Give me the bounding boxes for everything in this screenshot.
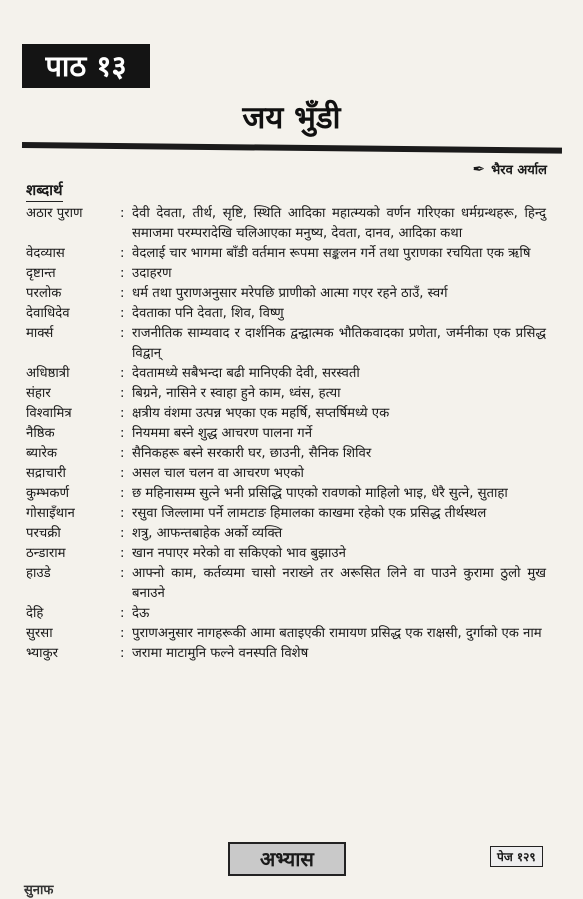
- glossary-row: [26, 284, 546, 304]
- glossary-definition: असल चाल चलन वा आचरण भएको: [132, 466, 304, 481]
- glossary-definition: देवी देवता, तीर्थ, सृष्टि, स्थिति आदिका महात्म्यको वर्णन गरिएका धर्मग्रन्थहरू, हिन्दु समाजमा परम्परादेखि चलिआएका मनुष्य, देवता, दानव, आदिका कथा: [132, 206, 546, 241]
- glossary-separator: :: [120, 446, 125, 461]
- glossary-separator: :: [120, 606, 125, 621]
- glossary-definition: वेदलाई चार भागमा बाँडी वर्तमान रूपमा सङ्कलन गर्ने तथा पुराणका रचयिता एक ऋषि: [132, 246, 531, 261]
- glossary-definition: आफ्नो काम, कर्तव्यमा चासो नराख्ने तर अरूसित लिने वा पाउने कुरामा ठुलो मुख बनाउने: [132, 566, 546, 601]
- glossary-separator: :: [120, 326, 125, 341]
- glossary-row: [26, 624, 546, 644]
- glossary-separator: :: [120, 646, 125, 661]
- glossary-row: [26, 204, 546, 244]
- glossary-definition: खान नपाएर मरेको वा सकिएको भाव बुझाउने: [132, 546, 346, 561]
- glossary-row: [26, 404, 546, 424]
- glossary-term: हाउडे: [26, 566, 51, 581]
- page-title: जय भुँडी: [242, 100, 341, 136]
- corner-text: सुनाफ: [24, 883, 54, 898]
- glossary-separator: :: [120, 306, 125, 321]
- glossary-separator: :: [120, 566, 125, 581]
- glossary-row: [26, 644, 546, 664]
- glossary-row: [26, 544, 546, 564]
- glossary-row: [26, 444, 546, 464]
- glossary-row: [26, 464, 546, 484]
- glossary-row: [26, 384, 546, 404]
- glossary-separator: :: [120, 406, 125, 421]
- glossary-term: भ्याकुर: [26, 646, 59, 661]
- page-number: पेज १२९: [490, 846, 543, 867]
- glossary-definition: देवतामध्ये सबैभन्दा बढी मानिएकी देवी, सरस्वती: [132, 366, 360, 381]
- glossary-term: अठार पुराण: [26, 206, 83, 221]
- glossary-row: [26, 264, 546, 284]
- glossary-definition: शत्रु, आफन्तबाहेक अर्को व्यक्ति: [132, 526, 283, 541]
- title-divider: [22, 142, 562, 154]
- glossary-definition: सैनिकहरू बस्ने सरकारी घर, छाउनी, सैनिक शिविर: [132, 446, 372, 461]
- glossary-definition: देऊ: [132, 606, 150, 621]
- glossary-definition: जरामा माटामुनि फल्ने वनस्पति विशेष: [132, 646, 309, 661]
- glossary-term: मार्क्स: [26, 326, 54, 341]
- glossary-row: [26, 324, 546, 364]
- glossary-separator: :: [120, 546, 125, 561]
- glossary-term: कुम्भकर्ण: [26, 486, 70, 501]
- glossary-term: संहार: [26, 386, 51, 401]
- glossary-separator: :: [120, 366, 125, 381]
- glossary-row: [26, 564, 546, 604]
- author-name: भैरव अर्याल: [491, 163, 547, 178]
- glossary-term: विश्वामित्र: [26, 406, 72, 421]
- glossary-definition: उदाहरण: [132, 266, 172, 281]
- glossary-row: [26, 304, 546, 324]
- glossary-separator: :: [120, 506, 125, 521]
- glossary-definition: पुराणअनुसार नागहरूकी आमा बताइएकी रामायण प्रसिद्ध एक राक्षसी, दुर्गाको एक नाम: [132, 626, 542, 641]
- glossary-term: सद्राचारी: [26, 466, 66, 481]
- glossary-term: अधिष्ठात्री: [26, 366, 70, 381]
- glossary-separator: :: [120, 526, 125, 541]
- glossary-separator: :: [120, 286, 125, 301]
- glossary-term: ब्यारेक: [26, 446, 58, 461]
- glossary-definition: बिग्रने, नासिने र स्वाहा हुने काम, ध्वंस, हत्या: [132, 386, 341, 401]
- lesson-badge: पाठ १३: [22, 44, 150, 88]
- glossary-definition: राजनीतिक साम्यवाद र दार्शनिक द्वन्द्वात्मक भौतिकवादका प्रणेता, जर्मनीका एक प्रसिद्ध विद्वान्: [132, 326, 546, 361]
- glossary-separator: :: [120, 466, 125, 481]
- glossary-separator: :: [120, 266, 125, 281]
- glossary-row: [26, 484, 546, 504]
- glossary-term: देहि: [26, 606, 44, 621]
- author-line: [473, 160, 547, 178]
- glossary-term: नैष्ठिक: [26, 426, 55, 441]
- glossary-definition: धर्म तथा पुराणअनुसार मरेपछि प्राणीको आत्मा गएर रहने ठाउँ, स्वर्ग: [132, 286, 448, 301]
- glossary-term: देवाधिदेव: [26, 306, 70, 321]
- glossary-term: परचक्री: [26, 526, 61, 541]
- glossary-list: [26, 204, 546, 664]
- glossary-separator: :: [120, 486, 125, 501]
- glossary-term: ठन्डाराम: [26, 546, 66, 561]
- glossary-row: [26, 524, 546, 544]
- glossary-definition: रसुवा जिल्लामा पर्ने लामटाङ हिमालका काखमा रहेको एक प्रसिद्ध तीर्थस्थल: [132, 506, 487, 521]
- glossary-row: [26, 364, 546, 384]
- glossary-row: [26, 604, 546, 624]
- glossary-definition: देवताका पनि देवता, शिव, विष्णु: [132, 306, 284, 321]
- glossary-definition: नियममा बस्ने शुद्ध आचरण पालना गर्ने: [132, 426, 313, 441]
- exercise-heading: अभ्यास: [228, 842, 346, 876]
- quill-pen-icon: ✒: [472, 160, 486, 178]
- glossary-definition: छ महिनासम्म सुत्ने भनी प्रसिद्धि पाएको रावणको माहिलो भाइ, धेरै सुत्ने, सुताहा: [132, 486, 508, 501]
- glossary-term: गोसाइँथान: [26, 506, 75, 521]
- glossary-separator: :: [120, 386, 125, 401]
- glossary-term: परलोक: [26, 286, 62, 301]
- glossary-separator: :: [120, 206, 125, 221]
- glossary-row: [26, 424, 546, 444]
- glossary-separator: :: [120, 426, 125, 441]
- glossary-heading: शब्दार्थ: [26, 180, 63, 202]
- glossary-term: दृष्टान्त: [26, 266, 56, 281]
- glossary-term: वेदव्यास: [26, 246, 65, 261]
- glossary-separator: :: [120, 626, 125, 641]
- glossary-row: [26, 504, 546, 524]
- glossary-row: [26, 244, 546, 264]
- glossary-separator: :: [120, 246, 125, 261]
- glossary-definition: क्षत्रीय वंशमा उत्पन्न भएका एक महर्षि, सप्तर्षिमध्ये एक: [132, 406, 390, 421]
- glossary-term: सुरसा: [26, 626, 53, 641]
